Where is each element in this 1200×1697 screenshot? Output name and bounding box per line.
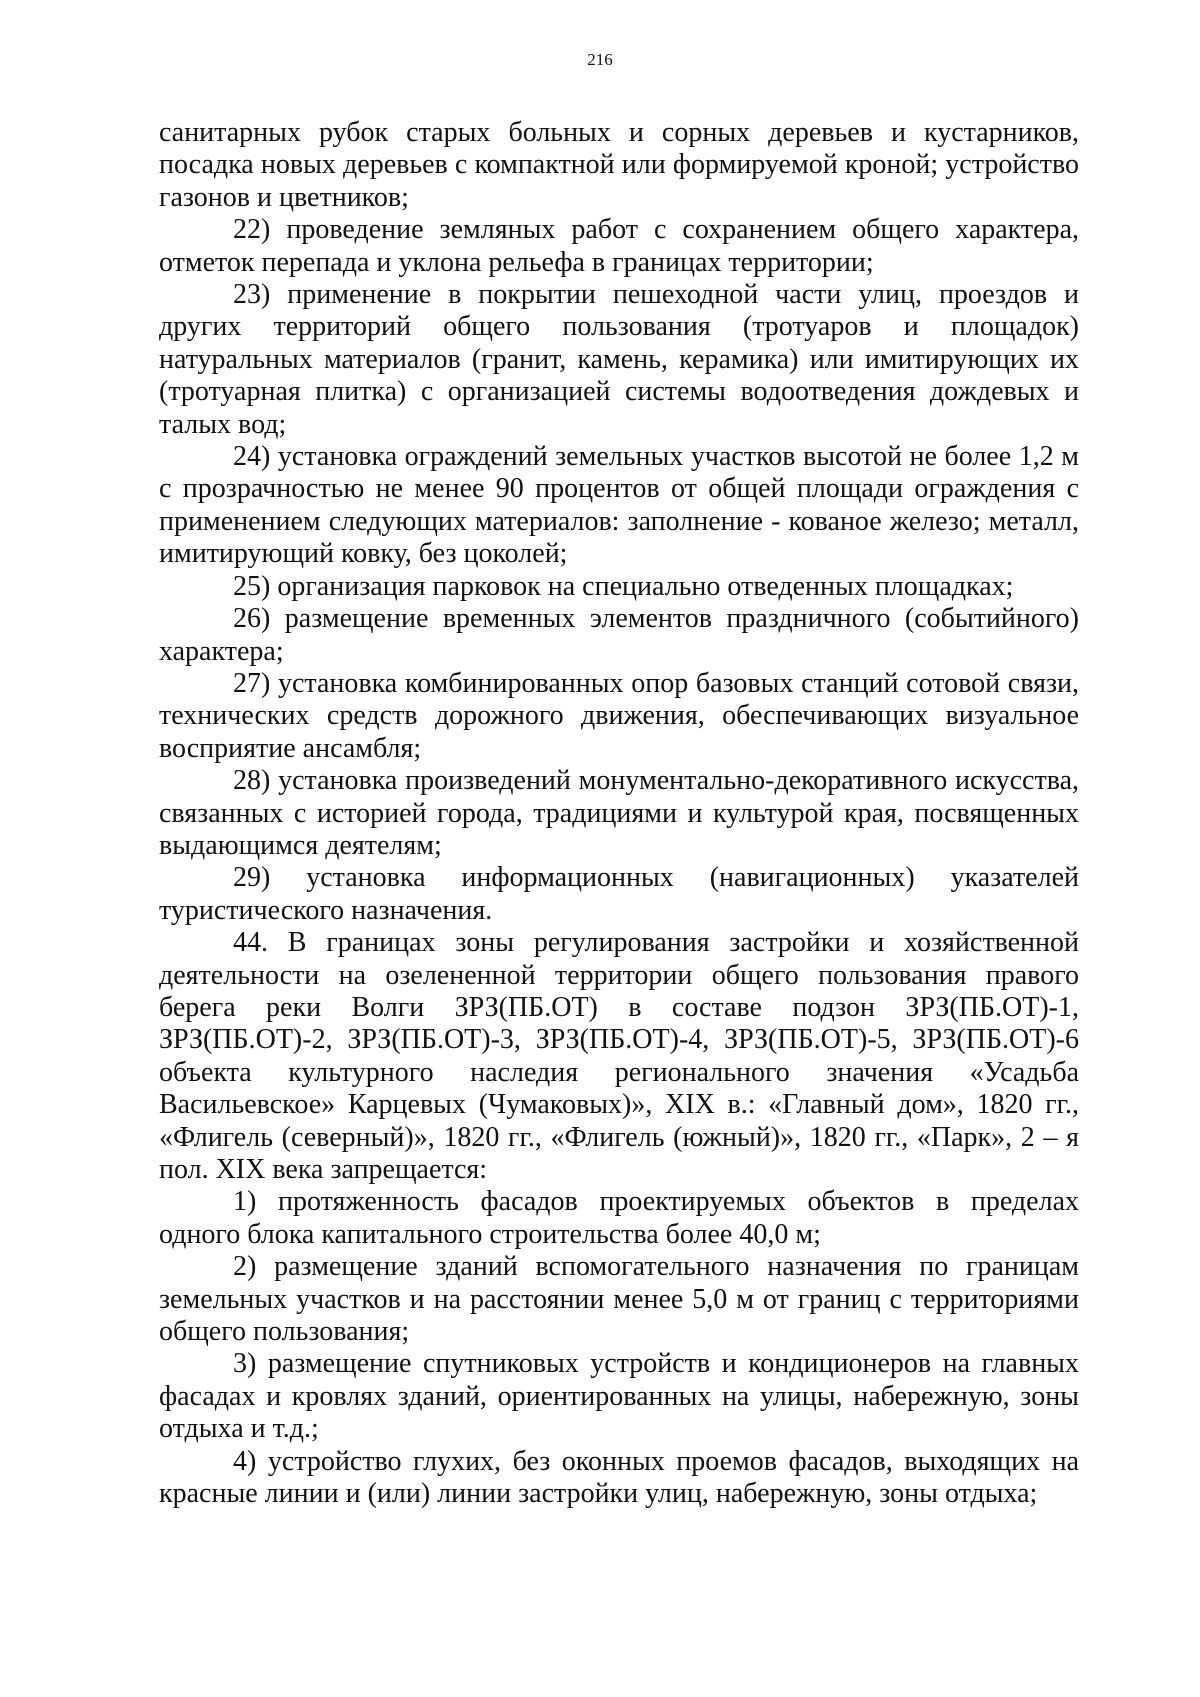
paragraph-item-23: 23) применение в покрытии пешеходной части улиц, проездов и других территорий общего пользования (тротуаров и площадок) натуральных материалов (гранит, камень, керамика) или имитирующих их (тротуарная плитка) с организацией системы водоотведения дождевых и талых вод;	[159, 279, 1079, 440]
paragraph-item-29: 29) установка информационных (навигационных) указателей туристического назначения.	[159, 862, 1079, 926]
document-body	[159, 117, 1079, 1510]
paragraph-section-44: 44. В границах зоны регулирования застройки и хозяйственной деятельности на озелененной территории общего пользования правого берега реки Волги ЗРЗ(ПБ.ОТ) в составе подзон ЗРЗ(ПБ.ОТ)-1, ЗРЗ(ПБ.ОТ)-2, ЗРЗ(ПБ.ОТ)-3, ЗРЗ(ПБ.ОТ)-4, ЗРЗ(ПБ.ОТ)-5, ЗРЗ(ПБ.ОТ)-6 объекта культурного наследия регионального значения «Усадьба Васильевское» Карцевых (Чумаковых)», XIX в.: «Главный дом», 1820 гг., «Флигель (северный)», 1820 гг., «Флигель (южный)», 1820 гг., «Парк», 2 – я пол. XIX века запрещается:	[159, 927, 1079, 1185]
paragraph-item-4: 4) устройство глухих, без оконных проемов фасадов, выходящих на красные линии и (или) линии застройки улиц, набережную, зоны отдыха;	[159, 1445, 1079, 1510]
paragraph-item-26: 26) размещение временных элементов праздничного (событийного) характера;	[159, 603, 1079, 667]
page-number: 216	[587, 50, 613, 69]
paragraph-item-1: 1) протяженность фасадов проектируемых объектов в пределах одного блока капитального строительства более 40,0 м;	[159, 1186, 1079, 1250]
paragraph-item-2: 2) размещение зданий вспомогательного назначения по границам земельных участков и на расстоянии менее 5,0 м от границ с территориями общего пользования;	[159, 1251, 1079, 1348]
paragraph-item-28: 28) установка произведений монументально-декоративного искусства, связанных с историей города, традициями и культурой края, посвященных выдающимся деятелям;	[159, 765, 1079, 861]
paragraph-item-24: 24) установка ограждений земельных участков высотой не более 1,2 м с прозрачностью не менее 90 процентов от общей площади ограждения с применением следующих материалов: заполнение - кованое железо; металл, имитирующий ковку, без цоколей;	[159, 441, 1079, 570]
paragraph-continuation: санитарных рубок старых больных и сорных деревьев и кустарников, посадка новых деревьев с компактной или формируемой кроной; устройство газонов и цветников;	[159, 117, 1079, 213]
paragraph-item-3: 3) размещение спутниковых устройств и кондиционеров на главных фасадах и кровлях зданий, ориентированных на улицы, набережную, зоны отдыха и т.д.;	[159, 1348, 1079, 1445]
paragraph-item-22: 22) проведение земляных работ с сохранением общего характера, отметок перепада и уклона рельефа в границах территории;	[159, 214, 1079, 278]
paragraph-item-25: 25) организация парковок на специально отведенных площадках;	[233, 570, 1014, 602]
paragraph-item-27: 27) установка комбинированных опор базовых станций сотовой связи, технических средств дорожного движения, обеспечивающих визуальное восприятие ансамбля;	[159, 667, 1079, 764]
